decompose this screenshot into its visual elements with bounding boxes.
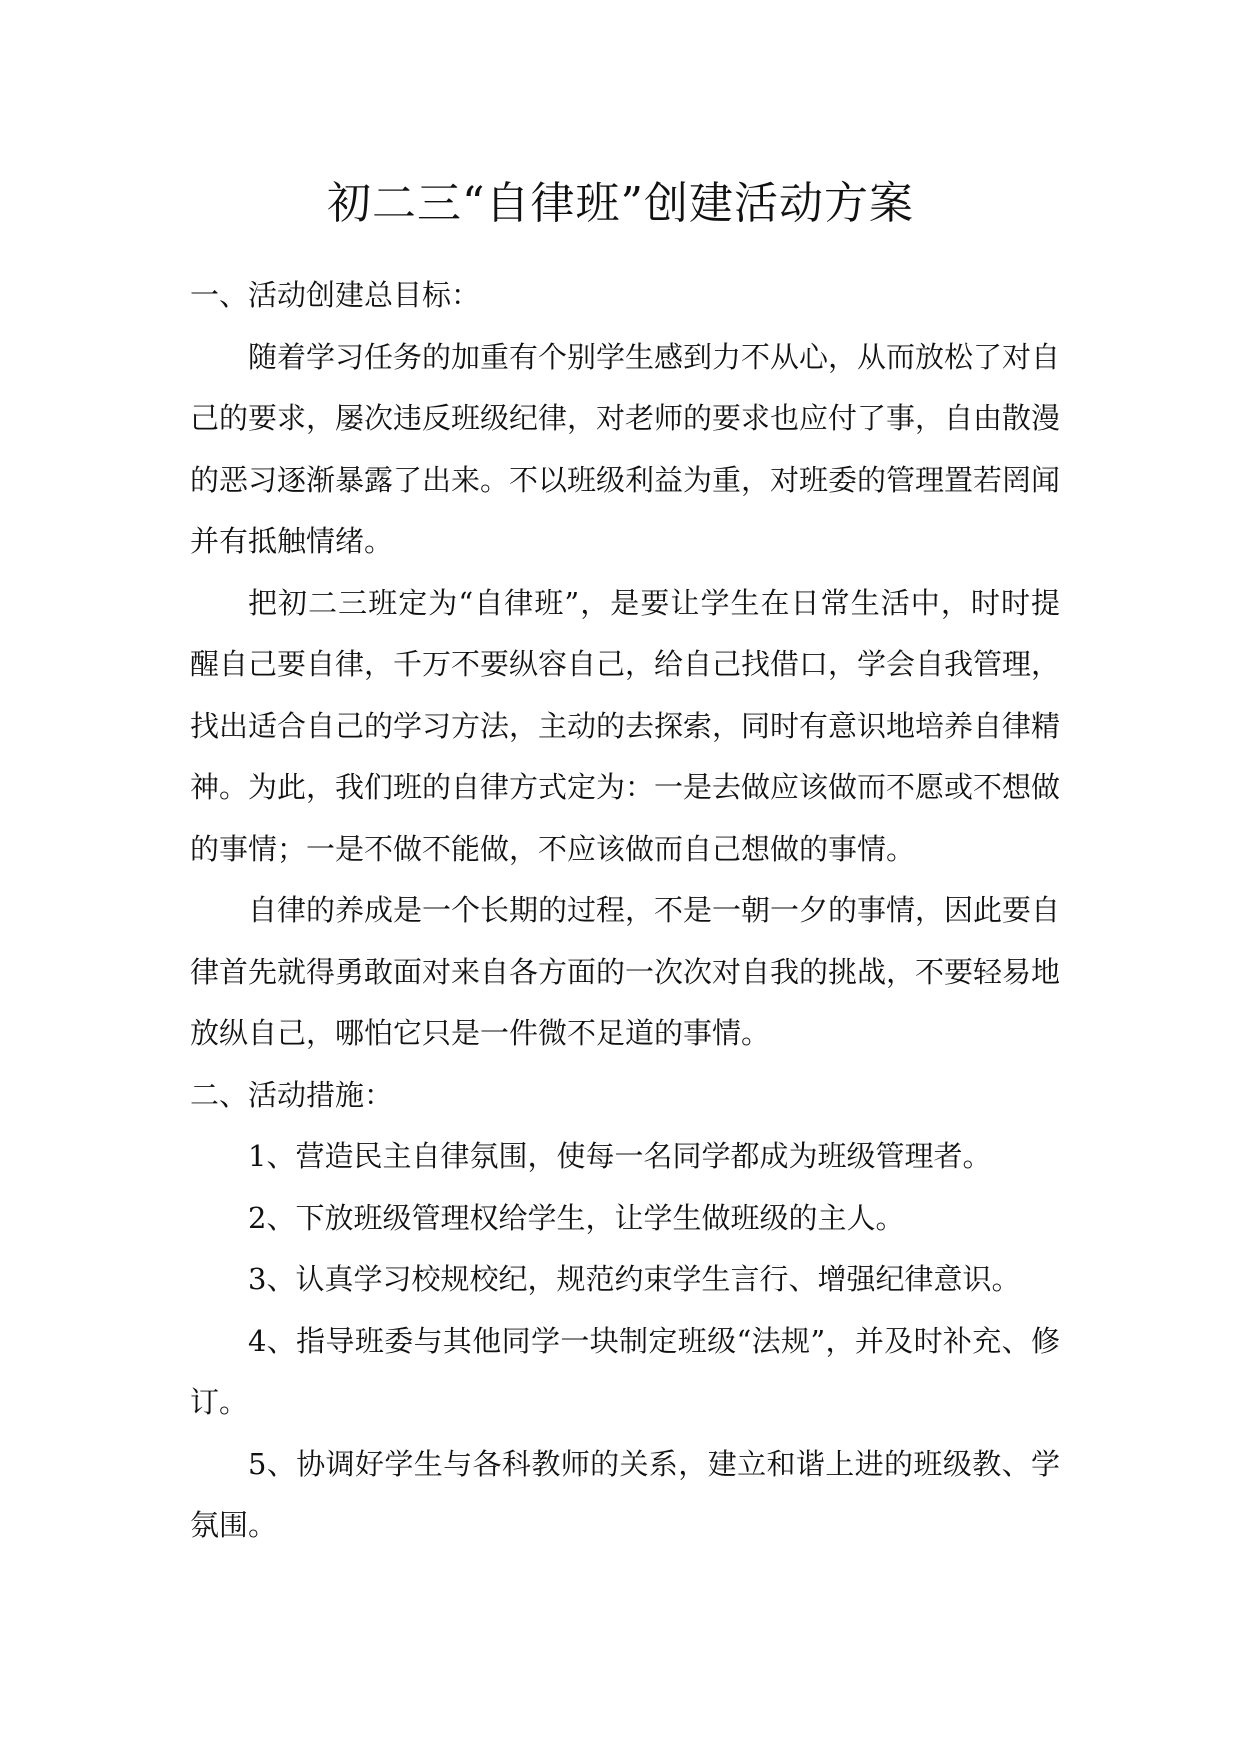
section-heading-measures: 二、活动措施：: [190, 1077, 394, 1112]
paragraph-background: 随着学习任务的加重有个别学生感到力不从心，从而放松了对自己的要求，屡次违反班级纪律，对老师的要求也应付了事，自由散漫的恶习逐渐暴露了出来。不以班级利益为重，对班委的管理置若罔闻并有抵触情绪。: [190, 339, 1061, 558]
measure-item: 1、营造民主自律氛围，使每一名同学都成为班级管理者。: [248, 1139, 992, 1173]
document-body: [190, 265, 1060, 1557]
measure-item: 4、指导班委与其他同学一块制定班级“法规”，并及时补充、修订。: [190, 1323, 1060, 1419]
measure-item: 5、协调好学生与各科教师的关系，建立和谐上进的班级教、学氛围。: [190, 1446, 1060, 1542]
paragraph-purpose: 把初二三班定为“自律班”，是要让学生在日常生活中，时时提醒自己要自律，千万不要纵容自己，给自己找借口，学会自我管理，找出适合自己的学习方法，主动的去探索，同时有意识地培养自律精神。为此，我们班的自律方式定为：一是去做应该做而不愿或不想做的事情；一是不做不能做，不应该做而自己想做的事情。: [190, 585, 1061, 866]
section-heading-goals: 一、活动创建总目标：: [190, 278, 481, 312]
document-title: 初二三“自律班”创建活动方案: [327, 178, 914, 229]
paragraph-self-discipline: 自律的养成是一个长期的过程，不是一朝一夕的事情，因此要自律首先就得勇敢面对来自各方面的一次次对自我的挑战，不要轻易地放纵自己，哪怕它只是一件微不足道的事情。: [190, 893, 1061, 1050]
measure-item: 3、认真学习校规校纪，规范约束学生言行、增强纪律意识。: [248, 1262, 1021, 1296]
measure-item: 2、下放班级管理权给学生，让学生做班级的主人。: [248, 1200, 905, 1235]
